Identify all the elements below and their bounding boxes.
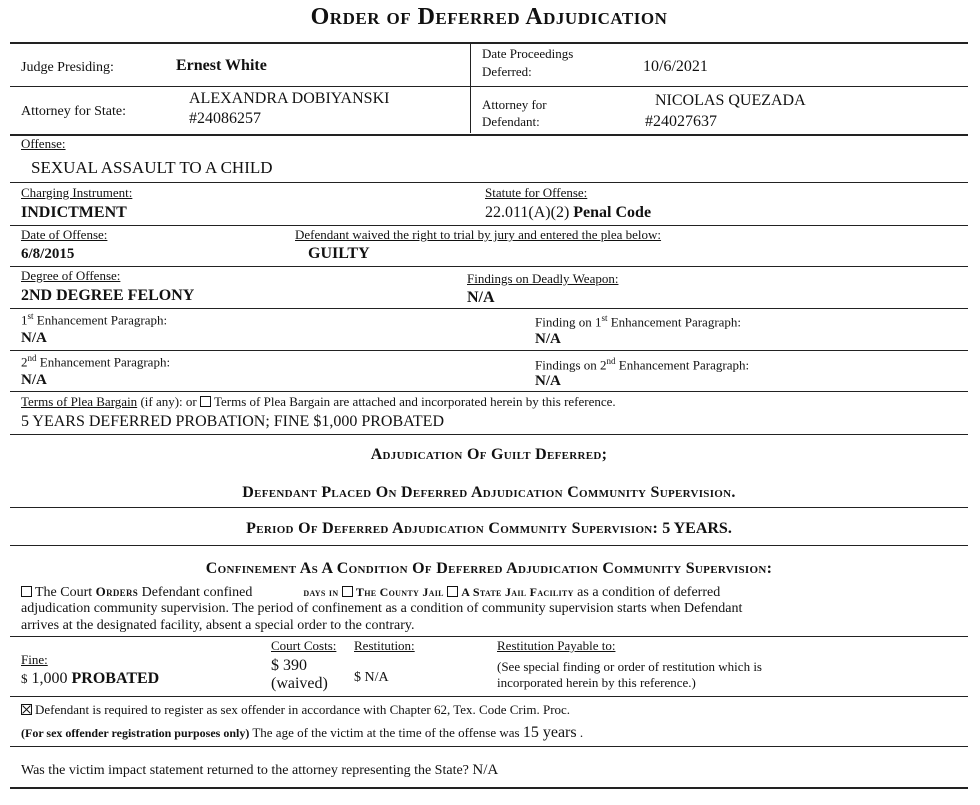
- divider: [470, 87, 471, 133]
- county-jail-checkbox[interactable]: [342, 586, 353, 597]
- divider: [10, 507, 968, 508]
- divider: [470, 44, 471, 86]
- divider: [10, 787, 968, 789]
- enh1-finding-value: N/A: [535, 331, 561, 347]
- plea-terms-value: 5 YEARS DEFERRED PROBATION; FINE $1,000 PROBATED: [21, 413, 444, 430]
- judge-value: Ernest White: [176, 57, 267, 74]
- fine-label: Fine:: [21, 652, 48, 667]
- enh2-label: 2nd Enhancement Paragraph:: [21, 353, 171, 370]
- offense-value: SEXUAL ASSAULT TO A CHILD: [31, 158, 273, 177]
- divider: [10, 746, 968, 747]
- victim-age-line: (For sex offender registration purposes only) The age of the victim at the time of the offense was 15 years .: [21, 724, 584, 741]
- restitution-value: $ N/A: [354, 670, 389, 685]
- court-costs-note: (waived): [271, 675, 328, 692]
- state-jail-checkbox[interactable]: [447, 586, 458, 597]
- divider: [10, 225, 968, 226]
- date-deferred-label: Date Proceedings: [482, 46, 574, 61]
- sex-offender-checkbox[interactable]: [21, 704, 32, 715]
- divider: [10, 42, 968, 44]
- divider: [10, 545, 968, 546]
- divider: [10, 434, 968, 435]
- heading-period: Period Of Deferred Adjudication Community Supervision: 5 YEARS.: [246, 520, 732, 537]
- divider: [10, 134, 968, 136]
- divider: [10, 308, 968, 309]
- attorney-def-label-2: Defendant:: [482, 114, 540, 129]
- enh1-label: 1st Enhancement Paragraph:: [21, 311, 168, 328]
- statute-label: Statute for Offense:: [485, 185, 588, 200]
- plea-terms-checkbox[interactable]: [200, 396, 211, 407]
- confinement-line-2: adjudication community supervision. The period of confinement as a condition of community supervision starts when Defendant: [21, 601, 743, 616]
- enh2-finding-label: Findings on 2nd Enhancement Paragraph:: [535, 356, 750, 373]
- attorney-def-bar: #24027637: [645, 113, 717, 130]
- court-costs-label: Court Costs:: [271, 638, 337, 653]
- divider: [10, 636, 968, 637]
- plea-value: GUILTY: [308, 245, 370, 262]
- divider: [10, 696, 968, 697]
- divider: [10, 182, 968, 183]
- heading-confinement: Confinement As A Condition Of Deferred Adjudication Community Supervision:: [205, 560, 773, 577]
- fine-value: $ 1,000 PROBATED: [21, 670, 160, 687]
- statute-value: 22.011(A)(2) Penal Code: [485, 204, 652, 221]
- sex-offender-line: Defendant is required to register as sex offender in accordance with Chapter 62, Tex. Code Crim. Proc.: [21, 702, 570, 718]
- divider: [10, 391, 968, 392]
- date-deferred-value: 10/6/2021: [643, 58, 708, 75]
- restitution-payable-line-2: incorporated herein by this reference.): [497, 675, 696, 690]
- confinement-checkbox[interactable]: [21, 586, 32, 597]
- confinement-line-1: The Court Orders Defendant confined days in The County Jail A State Jail Facility as a condition of deferred: [21, 584, 720, 601]
- deadly-weapon-value: N/A: [467, 289, 495, 306]
- degree-label: Degree of Offense:: [21, 268, 121, 283]
- restitution-payable-label: Restitution Payable to:: [497, 638, 616, 653]
- enh1-value: N/A: [21, 330, 47, 346]
- offense-label: Offense:: [21, 136, 66, 151]
- divider: [10, 266, 968, 267]
- date-offense-value: 6/8/2015: [21, 246, 75, 262]
- victim-impact-line: Was the victim impact statement returned to the attorney representing the State? N/A: [21, 762, 499, 778]
- attorney-state-bar: #24086257: [189, 110, 261, 127]
- deadly-weapon-label: Findings on Deadly Weapon:: [467, 271, 619, 286]
- document-title: Order of Deferred Adjudication: [310, 4, 668, 30]
- heading-guilt-deferred: Adjudication Of Guilt Deferred;: [370, 446, 608, 463]
- divider: [10, 86, 968, 87]
- enh1-finding-label: Finding on 1st Enhancement Paragraph:: [535, 313, 742, 330]
- charging-label: Charging Instrument:: [21, 185, 133, 200]
- attorney-def-name: NICOLAS QUEZADA: [655, 92, 806, 109]
- charging-value: INDICTMENT: [21, 204, 127, 221]
- enh2-value: N/A: [21, 372, 47, 388]
- degree-value: 2ND DEGREE FELONY: [21, 287, 195, 304]
- date-offense-label: Date of Offense:: [21, 227, 108, 242]
- waiver-label: Defendant waived the right to trial by jury and entered the plea below:: [295, 227, 662, 242]
- attorney-state-name: ALEXANDRA DOBIYANSKI: [189, 90, 390, 107]
- attorney-state-label: Attorney for State:: [21, 104, 126, 119]
- confinement-line-3: arrives at the designated facility, absent a special order to the contrary.: [21, 618, 415, 633]
- heading-supervision: Defendant Placed On Deferred Adjudication Community Supervision.: [242, 484, 736, 501]
- attorney-def-label: Attorney for: [482, 97, 547, 112]
- divider: [10, 350, 968, 351]
- restitution-label: Restitution:: [354, 638, 415, 653]
- date-deferred-label-2: Deferred:: [482, 64, 532, 79]
- plea-terms-line: Terms of Plea Bargain (if any): or Terms of Plea Bargain are attached and incorporated herein by this reference.: [21, 394, 616, 409]
- judge-label: Judge Presiding:: [21, 60, 114, 75]
- court-costs-value: $ 390: [271, 657, 307, 674]
- restitution-payable-line-1: (See special finding or order of restitution which is: [497, 659, 762, 674]
- enh2-finding-value: N/A: [535, 373, 561, 389]
